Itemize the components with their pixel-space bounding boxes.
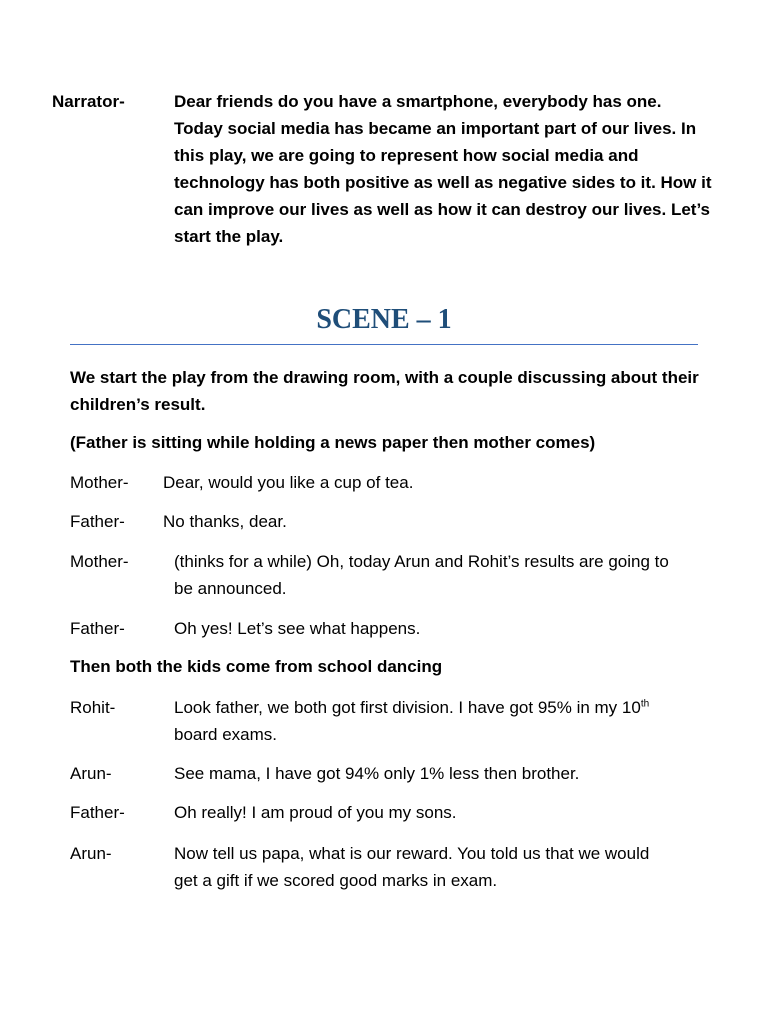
- dialogue-line: Dear, would you like a cup of tea.: [163, 473, 414, 492]
- dialogue-line: Oh yes! Let’s see what happens.: [174, 619, 421, 638]
- dialogue-speaker: Arun-: [70, 764, 112, 783]
- dialogue-line: No thanks, dear.: [163, 512, 287, 531]
- dialogue-line: (thinks for a while) Oh, today Arun and Rohit’s results are going to be announced.: [174, 552, 669, 598]
- dialogue-line: Now tell us papa, what is our reward. You told us that we would get a gift if we scored good marks in exam.: [174, 844, 650, 890]
- dialogue-speaker: Arun-: [70, 844, 112, 863]
- superscript: th: [640, 698, 650, 710]
- dialogue-line: See mama, I have got 94% only 1% less then brother.: [174, 764, 580, 783]
- narrator-text: Dear friends do you have a smartphone, everybody has one. Today social media has became an important part of our lives. In this play, we are going to represent how social media and technology has both positive as well as negative sides to it. How it can improve our lives as well as how it can destroy our lives. Let’s start the play.: [174, 92, 712, 246]
- dialogue-speaker: Mother-: [70, 473, 129, 492]
- dialogue-line: Oh really! I am proud of you my sons.: [174, 803, 457, 822]
- dialogue-speaker: Father-: [70, 803, 125, 822]
- dialogue-line: [174, 694, 684, 748]
- scene-title: SCENE – 1: [316, 304, 452, 335]
- dialogue-text-after: board exams.: [174, 725, 277, 744]
- dialogue-speaker: Mother-: [70, 552, 129, 571]
- dialogue-speaker: Father-: [70, 512, 125, 531]
- narrator-label: Narrator-: [52, 92, 125, 111]
- scene-divider: [70, 344, 698, 345]
- scene-setting: We start the play from the drawing room, with a couple discussing about their children’s result.: [70, 368, 699, 414]
- dialogue-speaker: Rohit-: [70, 698, 116, 717]
- dialogue-speaker: Father-: [70, 619, 125, 638]
- stage-direction-2: Then both the kids come from school dancing: [70, 657, 443, 676]
- dialogue-text: Look father, we both got first division. I have got 95% in my 10: [174, 698, 641, 717]
- stage-direction: (Father is sitting while holding a news paper then mother comes): [70, 433, 596, 452]
